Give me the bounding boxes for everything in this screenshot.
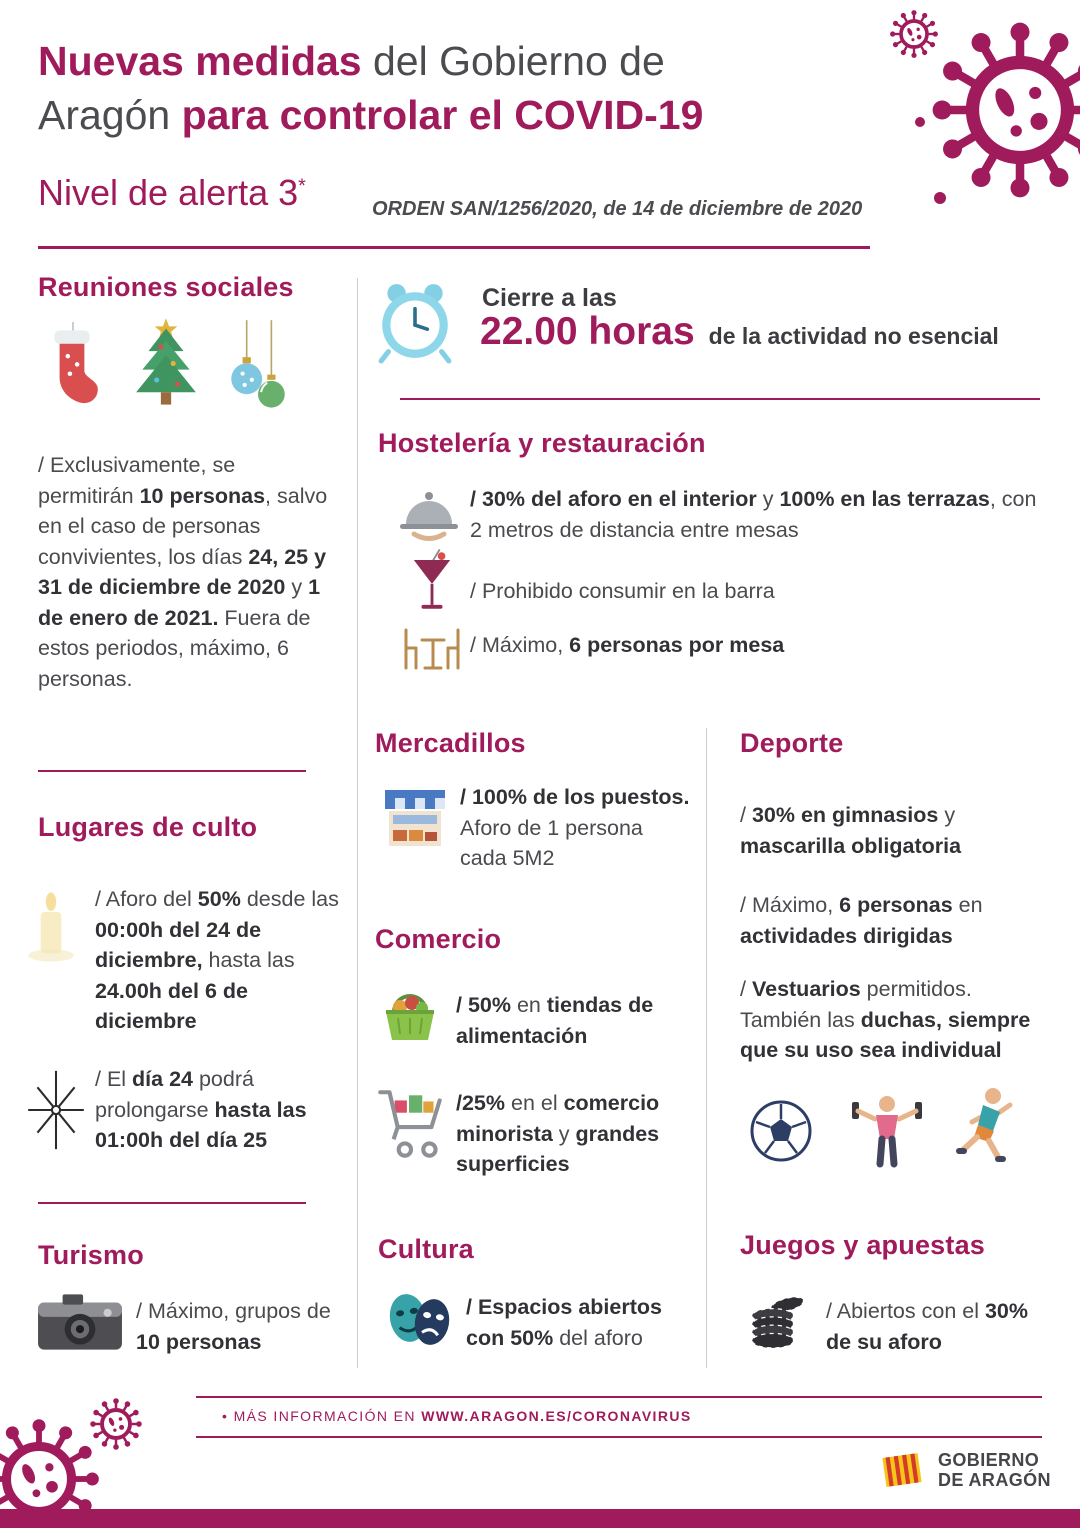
table-chairs-icon [398, 622, 466, 672]
shopping-cart-icon [374, 1082, 448, 1168]
star-sparkle-icon [22, 1066, 90, 1154]
comercio-item-1: / 50% en tiendas de alimentación [456, 993, 654, 1048]
soccer-ball-icon [748, 1098, 814, 1164]
deporte-item-3: / Vestuarios permitidos. También las duchas, siempre que su uso sea individual [740, 977, 1031, 1062]
grocery-basket-icon [378, 982, 442, 1046]
gobierno-aragon-logo [878, 1446, 1051, 1494]
section-title-juegos: Juegos y apuestas [740, 1230, 986, 1260]
section-title-deporte: Deporte [740, 728, 844, 758]
section-title-mercadillos: Mercadillos [375, 728, 526, 758]
closing-lead: Cierre a las [482, 284, 617, 312]
christmas-stocking-icon [42, 322, 104, 410]
closing-suffix: de la actividad no esencial [708, 323, 999, 349]
footer-divider-top [196, 1396, 1042, 1398]
page-title: Nuevas medidas del Gobierno de Aragón para controlar el COVID-19 [38, 38, 704, 138]
section-title-comercio: Comercio [375, 924, 502, 954]
column-divider-right [706, 728, 707, 1368]
logo-line-1: GOBIERNO [938, 1450, 1040, 1470]
hosteleria-item-3: / Máximo, 6 personas por mesa [470, 633, 785, 657]
cocktail-icon [410, 546, 454, 616]
turismo-item-1: / Máximo, grupos de 10 personas [136, 1299, 331, 1354]
virus-decoration-top-right-icon [870, 0, 1080, 250]
poker-chips-icon [748, 1290, 806, 1350]
closing-divider [400, 398, 1040, 400]
market-stall-icon [383, 788, 447, 856]
section-title-hosteleria: Hostelería y restauración [378, 428, 706, 458]
deporte-item-2: / Máximo, 6 personas en actividades dirigidas [740, 893, 983, 948]
hosteleria-item-1: / 30% del aforo en el interior y 100% en las terrazas, con 2 metros de distancia entre mesas [470, 487, 1037, 542]
runner-icon [948, 1086, 1018, 1170]
closing-time-row [480, 310, 999, 354]
cultura-item-1: / Espacios abiertos con 50% del aforo [466, 1295, 662, 1350]
section-title-cultura: Cultura [378, 1234, 474, 1264]
juegos-item-1: / Abiertos con el 30% de su aforo [826, 1299, 1028, 1354]
cloche-icon [398, 488, 460, 542]
comercio-item-2: /25% en el comercio minorista y grandes superficies [456, 1091, 660, 1176]
alarm-clock-icon [374, 280, 456, 364]
christmas-tree-icon [130, 316, 202, 414]
mercadillos-item-1: / 100% de los puestos. Aforo de 1 persona cada 5M2 [460, 785, 690, 870]
culto-item-2: / El día 24 podrá prolongarse hasta las 01:00h del día 25 [95, 1067, 307, 1152]
hosteleria-item-2: / Prohibido consumir en la barra [470, 579, 775, 603]
left-divider-2 [38, 1202, 306, 1204]
column-divider-left [357, 278, 358, 1368]
deporte-item-1: / 30% en gimnasios y mascarilla obligatoria [740, 803, 962, 858]
candle-icon [20, 888, 82, 966]
section-title-culto: Lugares de culto [38, 812, 258, 842]
alert-level-label: Nivel de alerta 3* [38, 172, 306, 213]
section-title-turismo: Turismo [38, 1240, 144, 1270]
section-title-reuniones: Reuniones sociales [38, 272, 294, 302]
gym-person-icon [846, 1090, 928, 1170]
logo-line-2: DE ARAGÓN [938, 1470, 1051, 1490]
footer-divider-bottom [196, 1436, 1042, 1438]
reuniones-body: / Exclusivamente, se permitirán 10 personas, salvo en el caso de personas convivientes, los días 24, 25 y 31 de diciembre de 2020 y 1 de enero de 2021. Fuera de estos periodos, máximo, 6 personas. [38, 453, 328, 691]
christmas-baubles-icon [222, 320, 294, 418]
footer-info-text: • MÁS INFORMACIÓN EN WWW.ARAGON.ES/CORONAVIRUS [222, 1408, 692, 1424]
theater-masks-icon [383, 1288, 457, 1352]
header-divider [38, 246, 870, 249]
aragon-flag-icon [878, 1446, 926, 1494]
camera-icon [36, 1290, 124, 1354]
left-divider-1 [38, 770, 306, 772]
culto-item-1: / Aforo del 50% desde las 00:00h del 24 de diciembre, hasta las 24.00h del 6 de diciembre [95, 887, 339, 1033]
bottom-bar [0, 1509, 1080, 1528]
order-reference: ORDEN SAN/1256/2020, de 14 de diciembre de 2020 [372, 198, 863, 220]
closing-time: 22.00 horas [480, 310, 695, 353]
